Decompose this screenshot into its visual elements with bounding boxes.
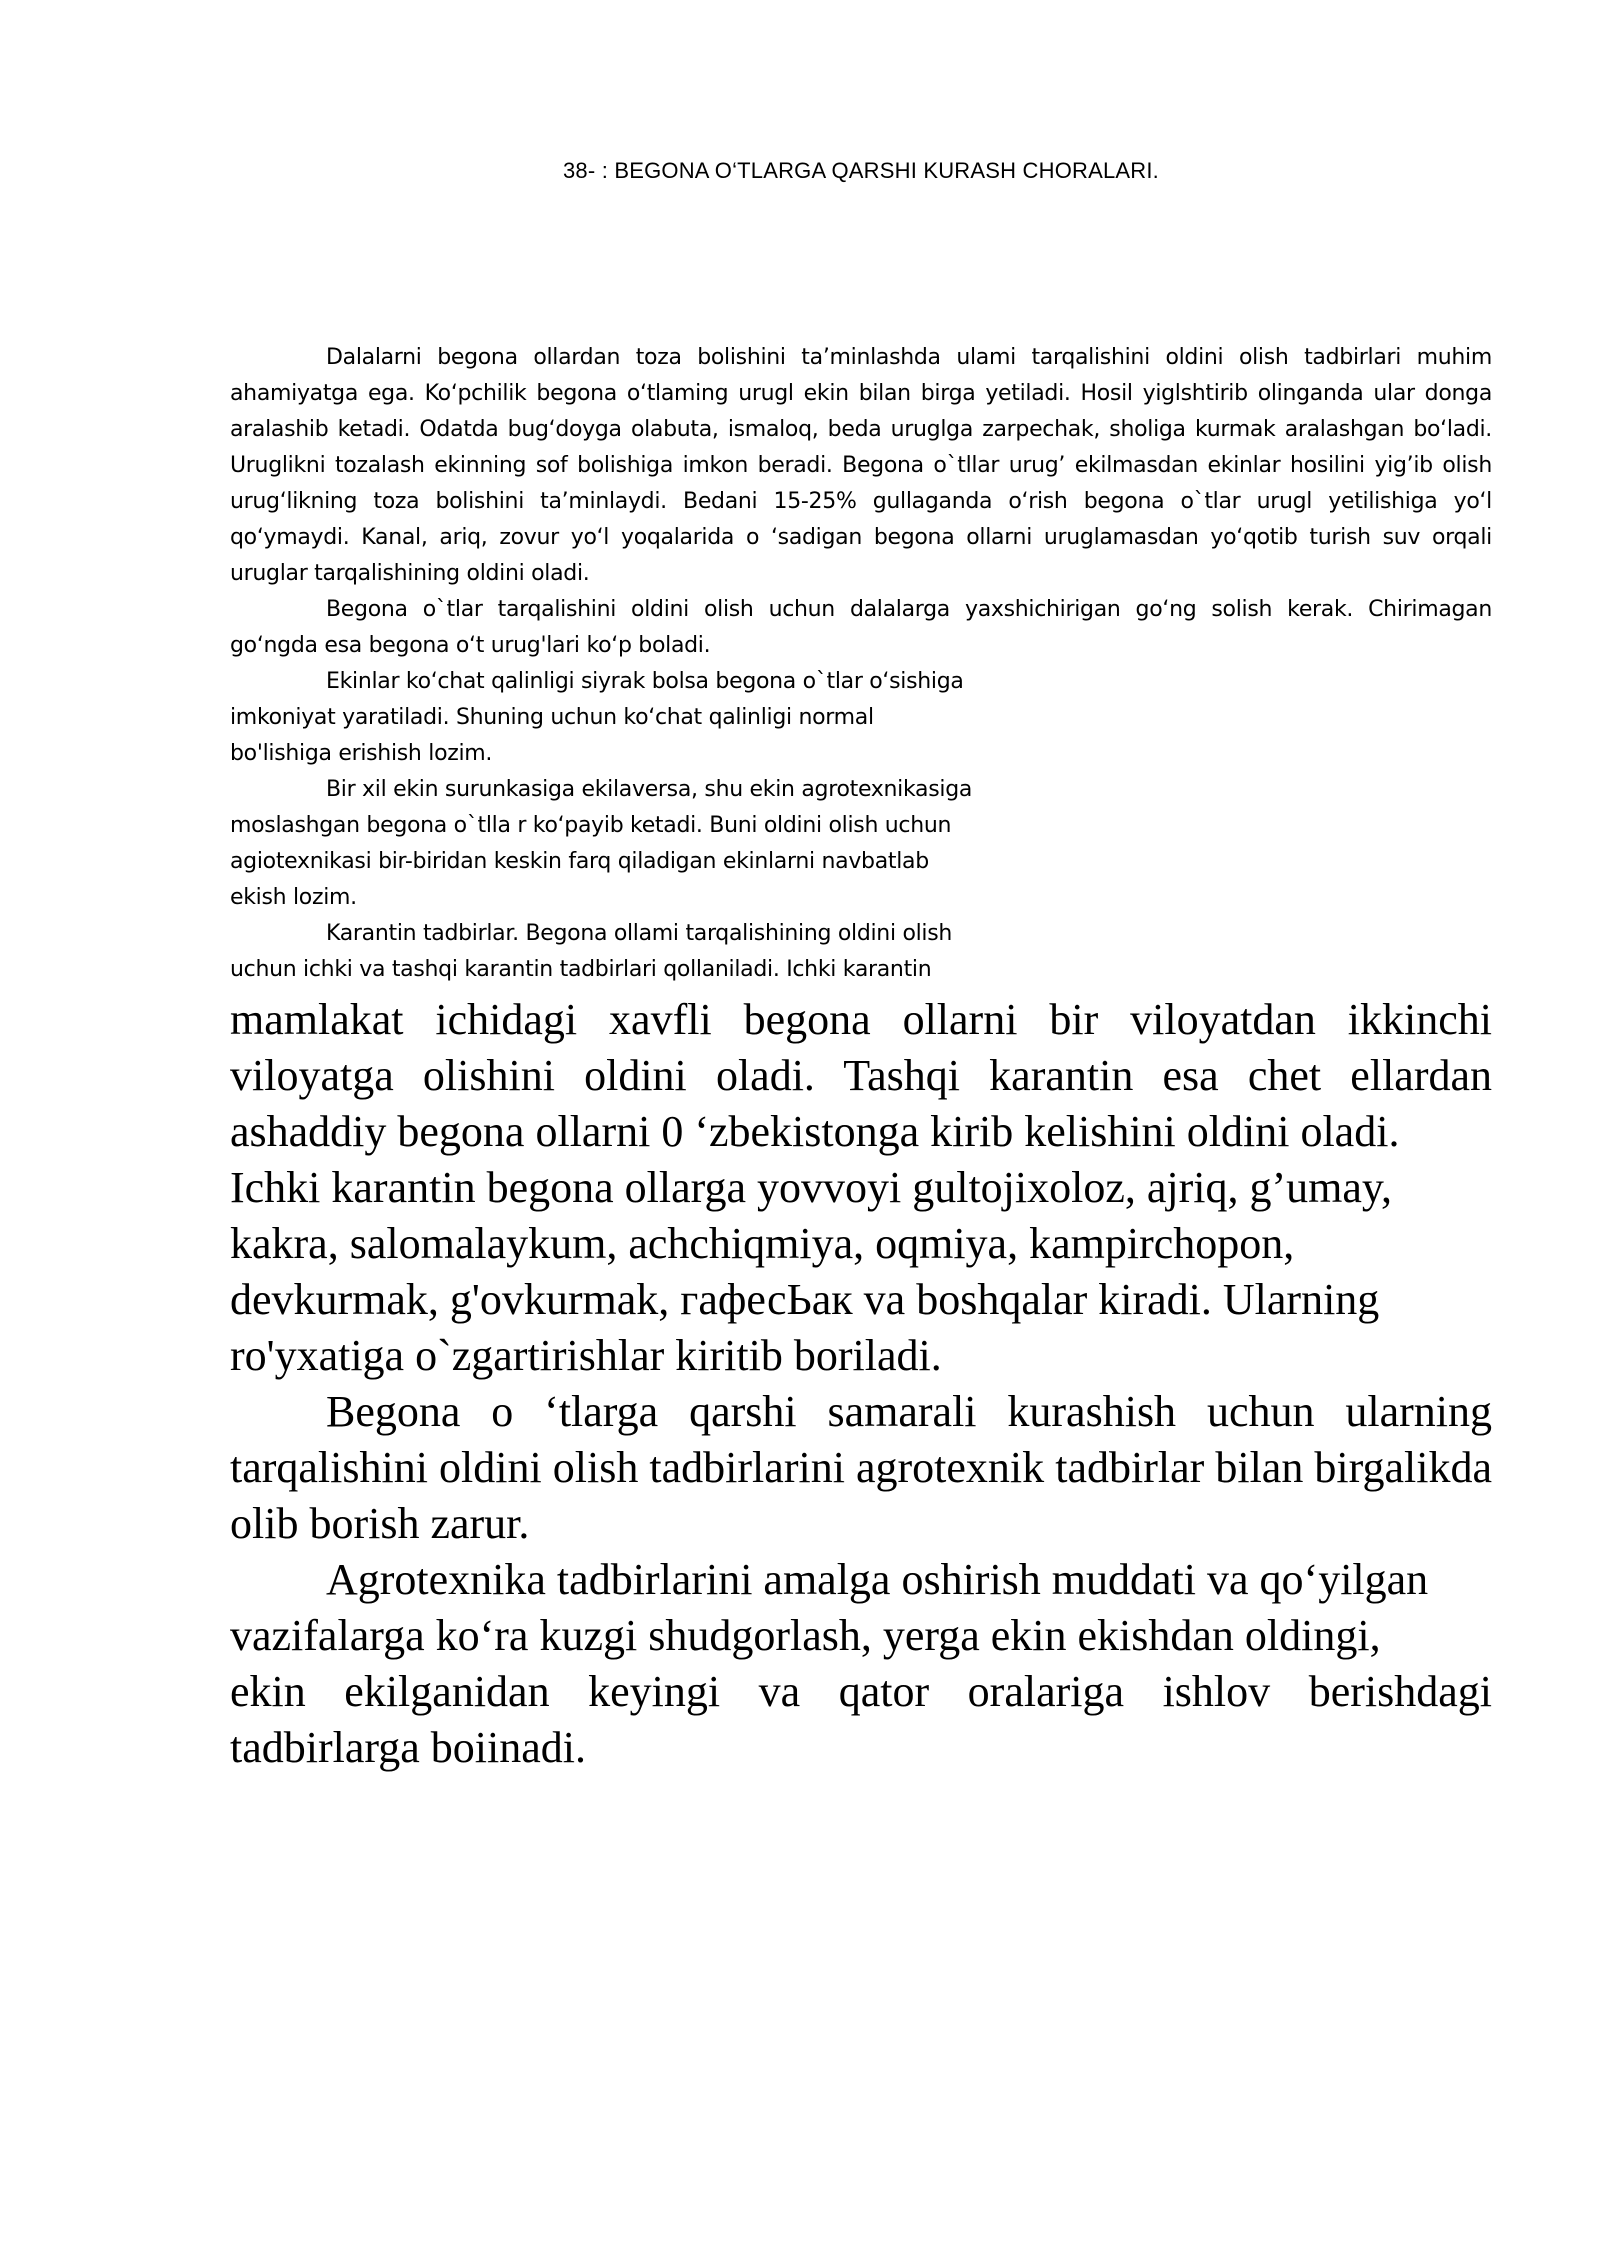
- text-line: uchun ichki va tashqi karantin tadbirlari qollaniladi. Ichki karantin: [230, 957, 932, 982]
- paragraph-quarantine: [230, 916, 1030, 988]
- text-line: moslashgan begona o`tlla r ko‘payib ketadi. Buni oldini olish uchun: [230, 813, 952, 838]
- paragraph-crop-rotation: [230, 772, 1030, 916]
- paragraph-weed-list-continued: devkurmak, g'ovkurmak, гафесЬак va boshqalar kiradi. Ularning: [230, 1275, 1380, 1324]
- paragraph-weed-list: kakra, salomalaykum, achchiqmiya, oqmiya, kampirchopon,: [230, 1219, 1295, 1268]
- small-text-section: [230, 340, 1492, 988]
- text-line: ekish lozim.: [230, 885, 357, 910]
- text-line: imkoniyat yaratiladi. Shuning uchun ko‘chat qalinligi normal: [230, 705, 874, 730]
- large-text-section: [230, 992, 1492, 1776]
- text-line: bo'lishiga erishish lozim.: [230, 741, 493, 766]
- page-title: 38- : BEGONA O‘TLARGA QARSHI KURASH CHORALARI.: [562, 158, 1159, 183]
- paragraph-internal-quarantine: Ichki karantin begona ollarga yovvoyi gultojixoloz, ajriq, g’umay,: [230, 1163, 1393, 1212]
- paragraph-cultivation: ekin ekilganidan keyingi va qator oralariga ishlov berishdagi tadbirlarga boiinadi.: [230, 1667, 1492, 1772]
- paragraph-seedling-density: [230, 664, 1030, 772]
- text-line: agiotexnikasi bir-biridan keskin farq qiladigan ekinlarni navbatlab: [230, 849, 929, 874]
- paragraph-agrotechnical-measures: Agrotexnika tadbirlarini amalga oshirish muddati va qo‘yilgan: [326, 1555, 1429, 1604]
- text-line: Bir xil ekin surunkasiga ekilaversa, shu ekin agrotexnikasiga: [326, 777, 973, 802]
- paragraph-tasks: vazifalarga ko‘ra kuzgi shudgorlash, yerga ekin ekishdan oldingi,: [230, 1611, 1381, 1660]
- text-line: Karantin tadbirlar. Begona ollami tarqalishining oldini olish: [326, 921, 953, 946]
- paragraph-list-changes: ro'yxatiga o`zgartirishlar kiritib boriladi.: [230, 1331, 942, 1380]
- paragraph-quarantine-continued: mamlakat ichidagi xavfli begona ollarni bir viloyatdan ikkinchi viloyatga olishini oldini oladi. Tashqi karantin esa chet ellardan ashaddiy begona ollarni 0 ‘zbekistonga kirib kelishini oldini oladi.: [230, 995, 1492, 1156]
- paragraph-manure: Begona o`tlar tarqalishini oldini olish uchun dalalarga yaxshichirigan go‘ng solish kerak. Chirimagan go‘ngda esa begona o‘t urug'lari ko‘p boladi.: [230, 597, 1492, 658]
- text-line: Ekinlar ko‘chat qalinligi siyrak bolsa begona o`tlar o‘sishiga: [326, 669, 964, 694]
- paragraph-weed-spread-prevention: Dalalarni begona ollardan toza bolishini ta’minlashda ulami tarqalishini oldini olish tadbirlari muhim ahamiyatga ega. Ko‘pchilik begona o‘tlaming urugl ekin bilan birga yetiladi. Hosil yiglshtirib olinganda ular donga aralashib ketadi. Odatda bug‘doyga olabuta, ismaloq, beda uruglga zarpechak, sholiga kurmak aralashgan bo‘ladi. Uruglikni tozalash ekinning sof bolishiga imkon beradi. Begona o`tllar urug’ ekilmasdan ekinlar hosilini yig’ib olish urug‘likning toza bolishini ta’minlaydi. Bedani 15-25% gullaganda o‘rish begona o`tlar urugl yetilishiga yo‘l qo‘ymaydi. Kanal, ariq, zovur yo‘l yoqalarida o ‘sadigan begona ollarni uruglamasdan yo‘qotib turish suv orqali uruglar tarqalishining oldini oladi.: [230, 345, 1492, 586]
- paragraph-effective-control: Begona o ‘tlarga qarshi samarali kurashish uchun ularning tarqalishini oldini olish tadbirlarini agrotexnik tadbirlar bilan birgalikda olib borish zarur.: [230, 1387, 1492, 1548]
